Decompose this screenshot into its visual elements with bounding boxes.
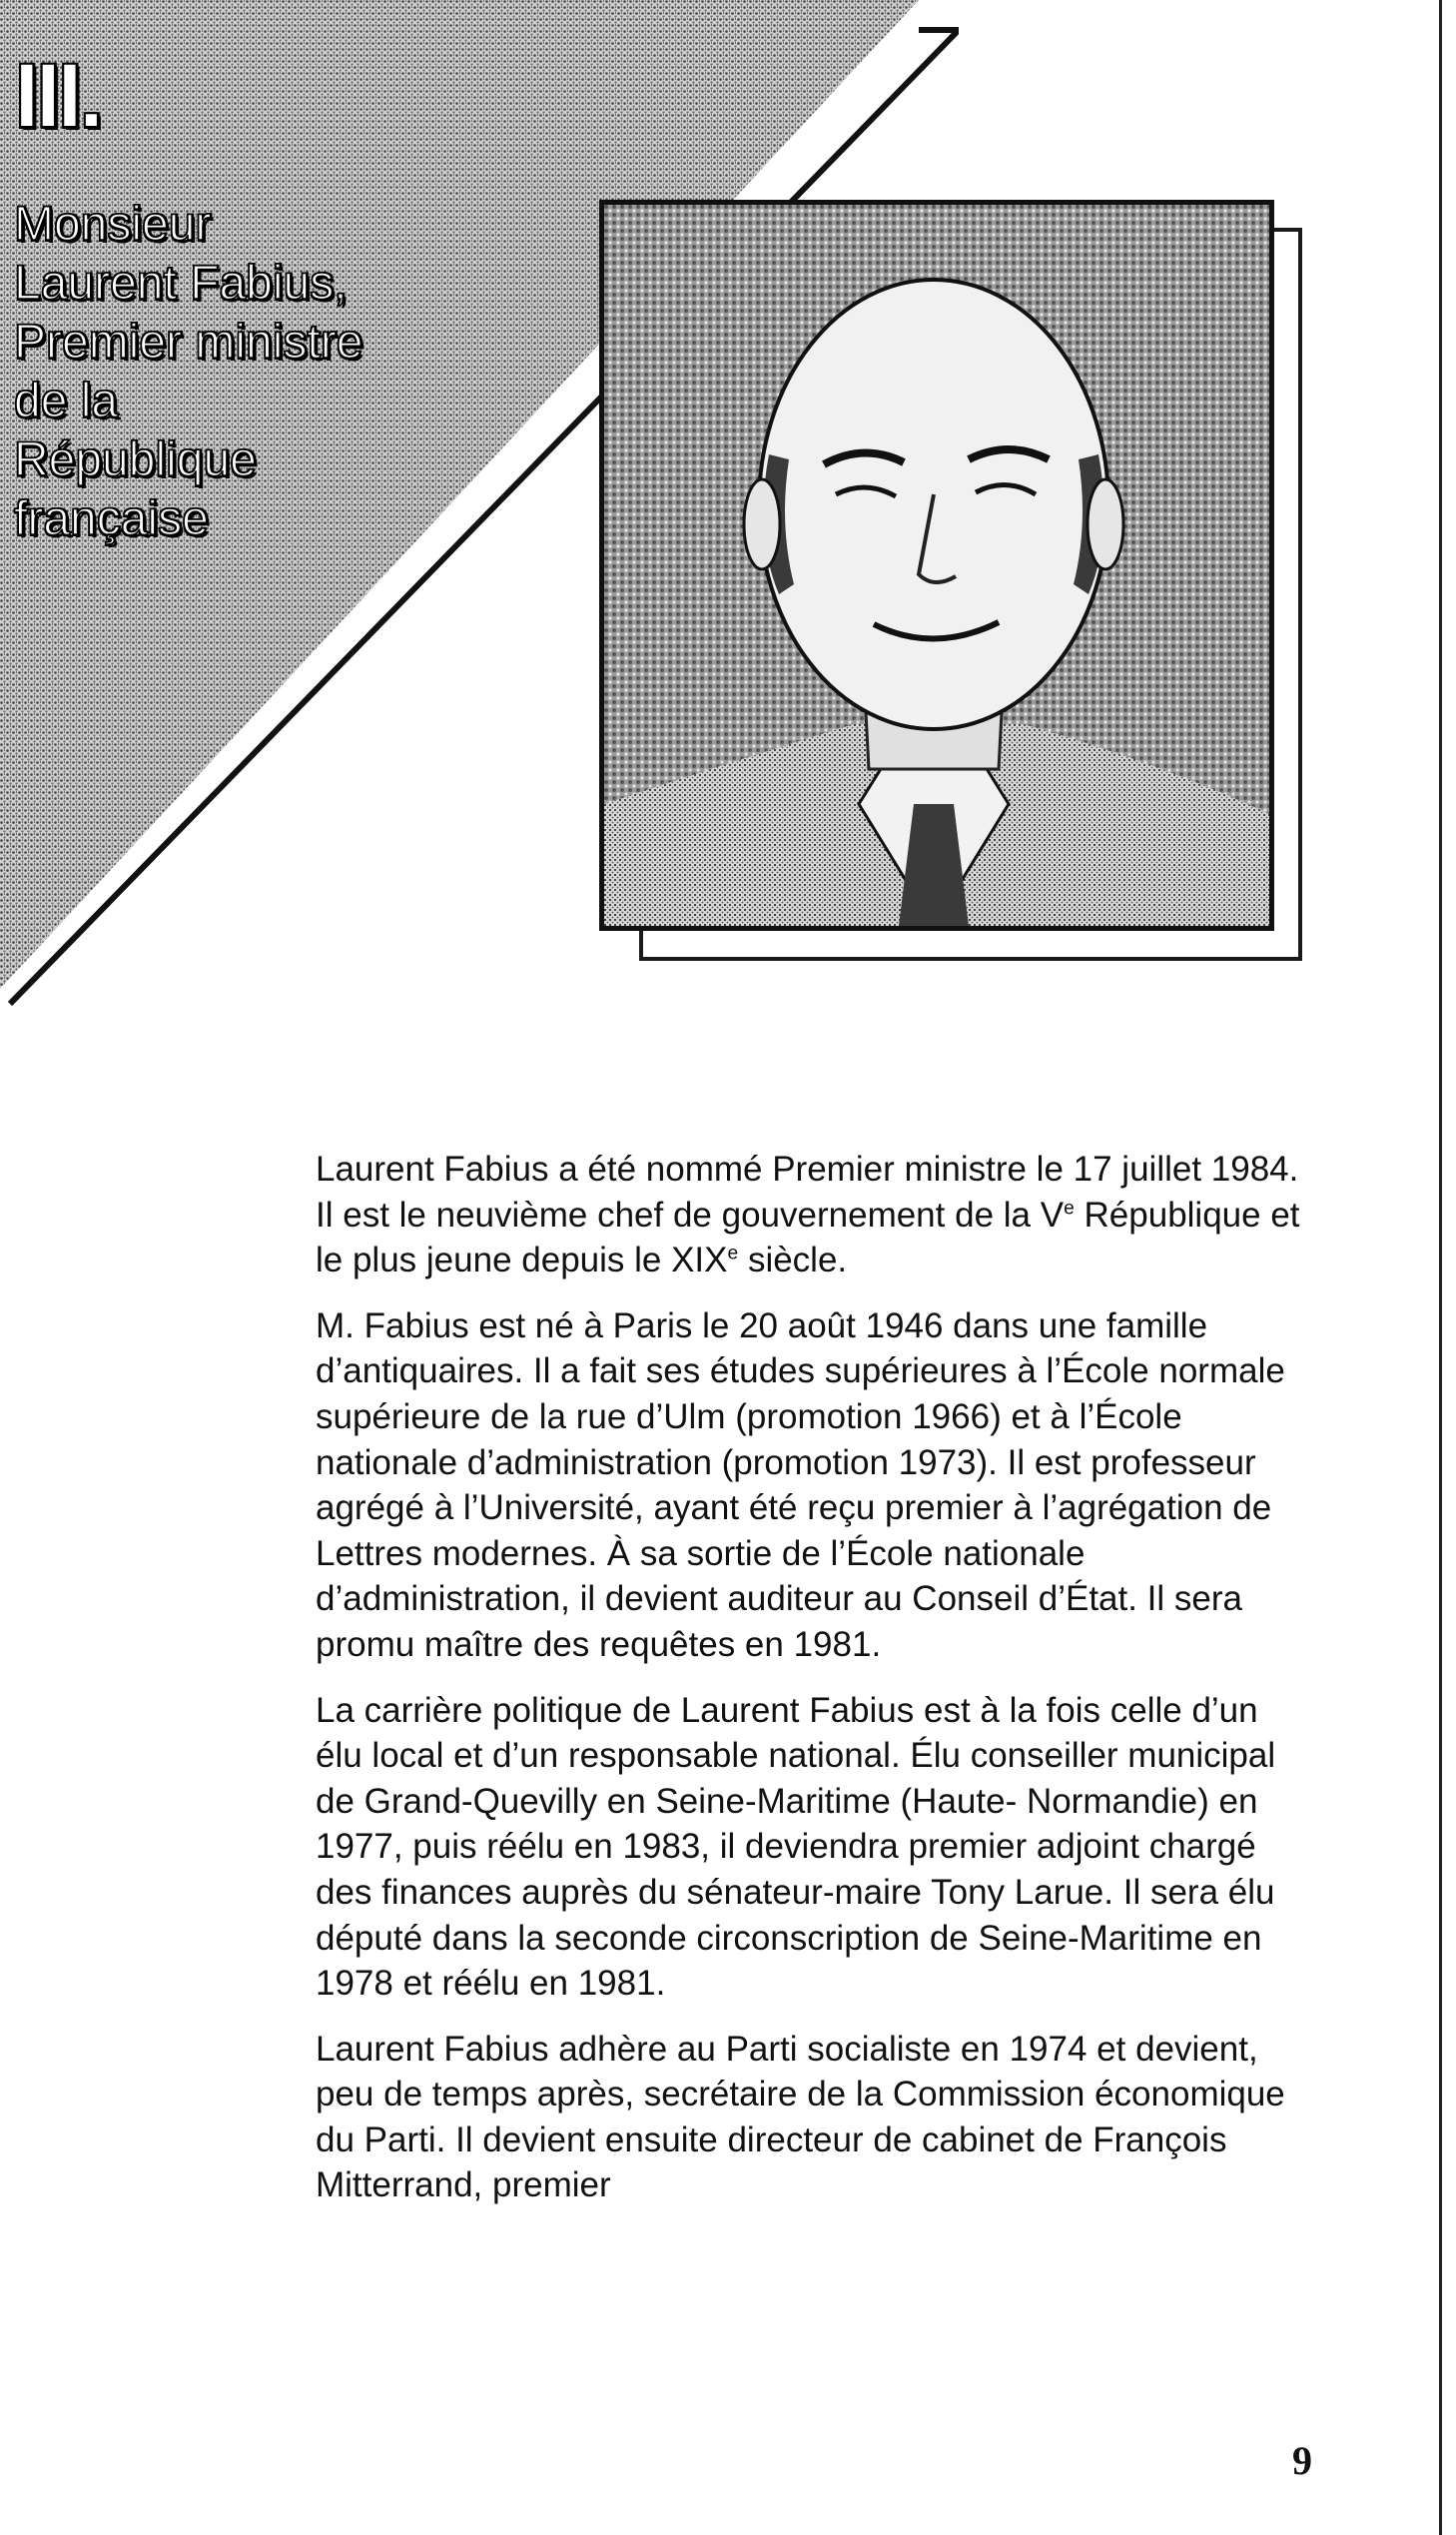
title-line: française [14, 492, 209, 545]
page-number: 9 [1292, 2438, 1312, 2483]
paragraph: La carrière politique de Laurent Fabius est à la fois celle d’un élu local et d’un responsable national. Élu conseiller municipal de Grand-Quevilly en Seine-Maritime (Haute- Normandie) en 1977, puis réélu en 1983, il deviendra premier adjoint chargé des finances auprès du sénateur-maire Tony Larue. Il sera élu député dans la seconde circonscription de Seine-Maritime en 1978 et réélu en 1981. [316, 1690, 1276, 2004]
body-text [316, 1147, 1314, 2228]
section-number: III. [14, 45, 101, 147]
title-line: Laurent Fabius, [14, 257, 348, 310]
title-line: Monsieur [14, 198, 212, 251]
portrait-photo [599, 200, 1274, 931]
title-line: Premier ministre [14, 316, 364, 369]
paragraph: Laurent Fabius a été nommé Premier ministre le 17 juillet 1984. Il est le neuvième chef de gouvernement de la Ve République et le plus jeune depuis le XIXe siècle. [316, 1150, 1300, 1280]
right-margin-rule [1439, 0, 1442, 2535]
title-line: de la [14, 375, 119, 427]
title-line: République [14, 433, 257, 486]
page-title [14, 195, 363, 548]
paragraph: Laurent Fabius adhère au Parti socialiste en 1974 et devient, peu de temps après, secrétaire de la Commission économique du Parti. Il devient ensuite directeur de cabinet de François Mitterrand, premier [316, 2029, 1285, 2205]
paragraph: M. Fabius est né à Paris le 20 août 1946 dans une famille d’antiquaires. Il a fait ses études supérieures à l’École normale supérieure de la rue d’Ulm (promotion 1966) et à l’École nationale d’administration (promotion 1973). Il est professeur agrégé à l’Université, ayant été reçu premier à l’agrégation de Lettres modernes. À sa sortie de l’École nationale d’administration, il devient auditeur au Conseil d’État. Il sera promu maître des requêtes en 1981. [316, 1305, 1285, 1664]
